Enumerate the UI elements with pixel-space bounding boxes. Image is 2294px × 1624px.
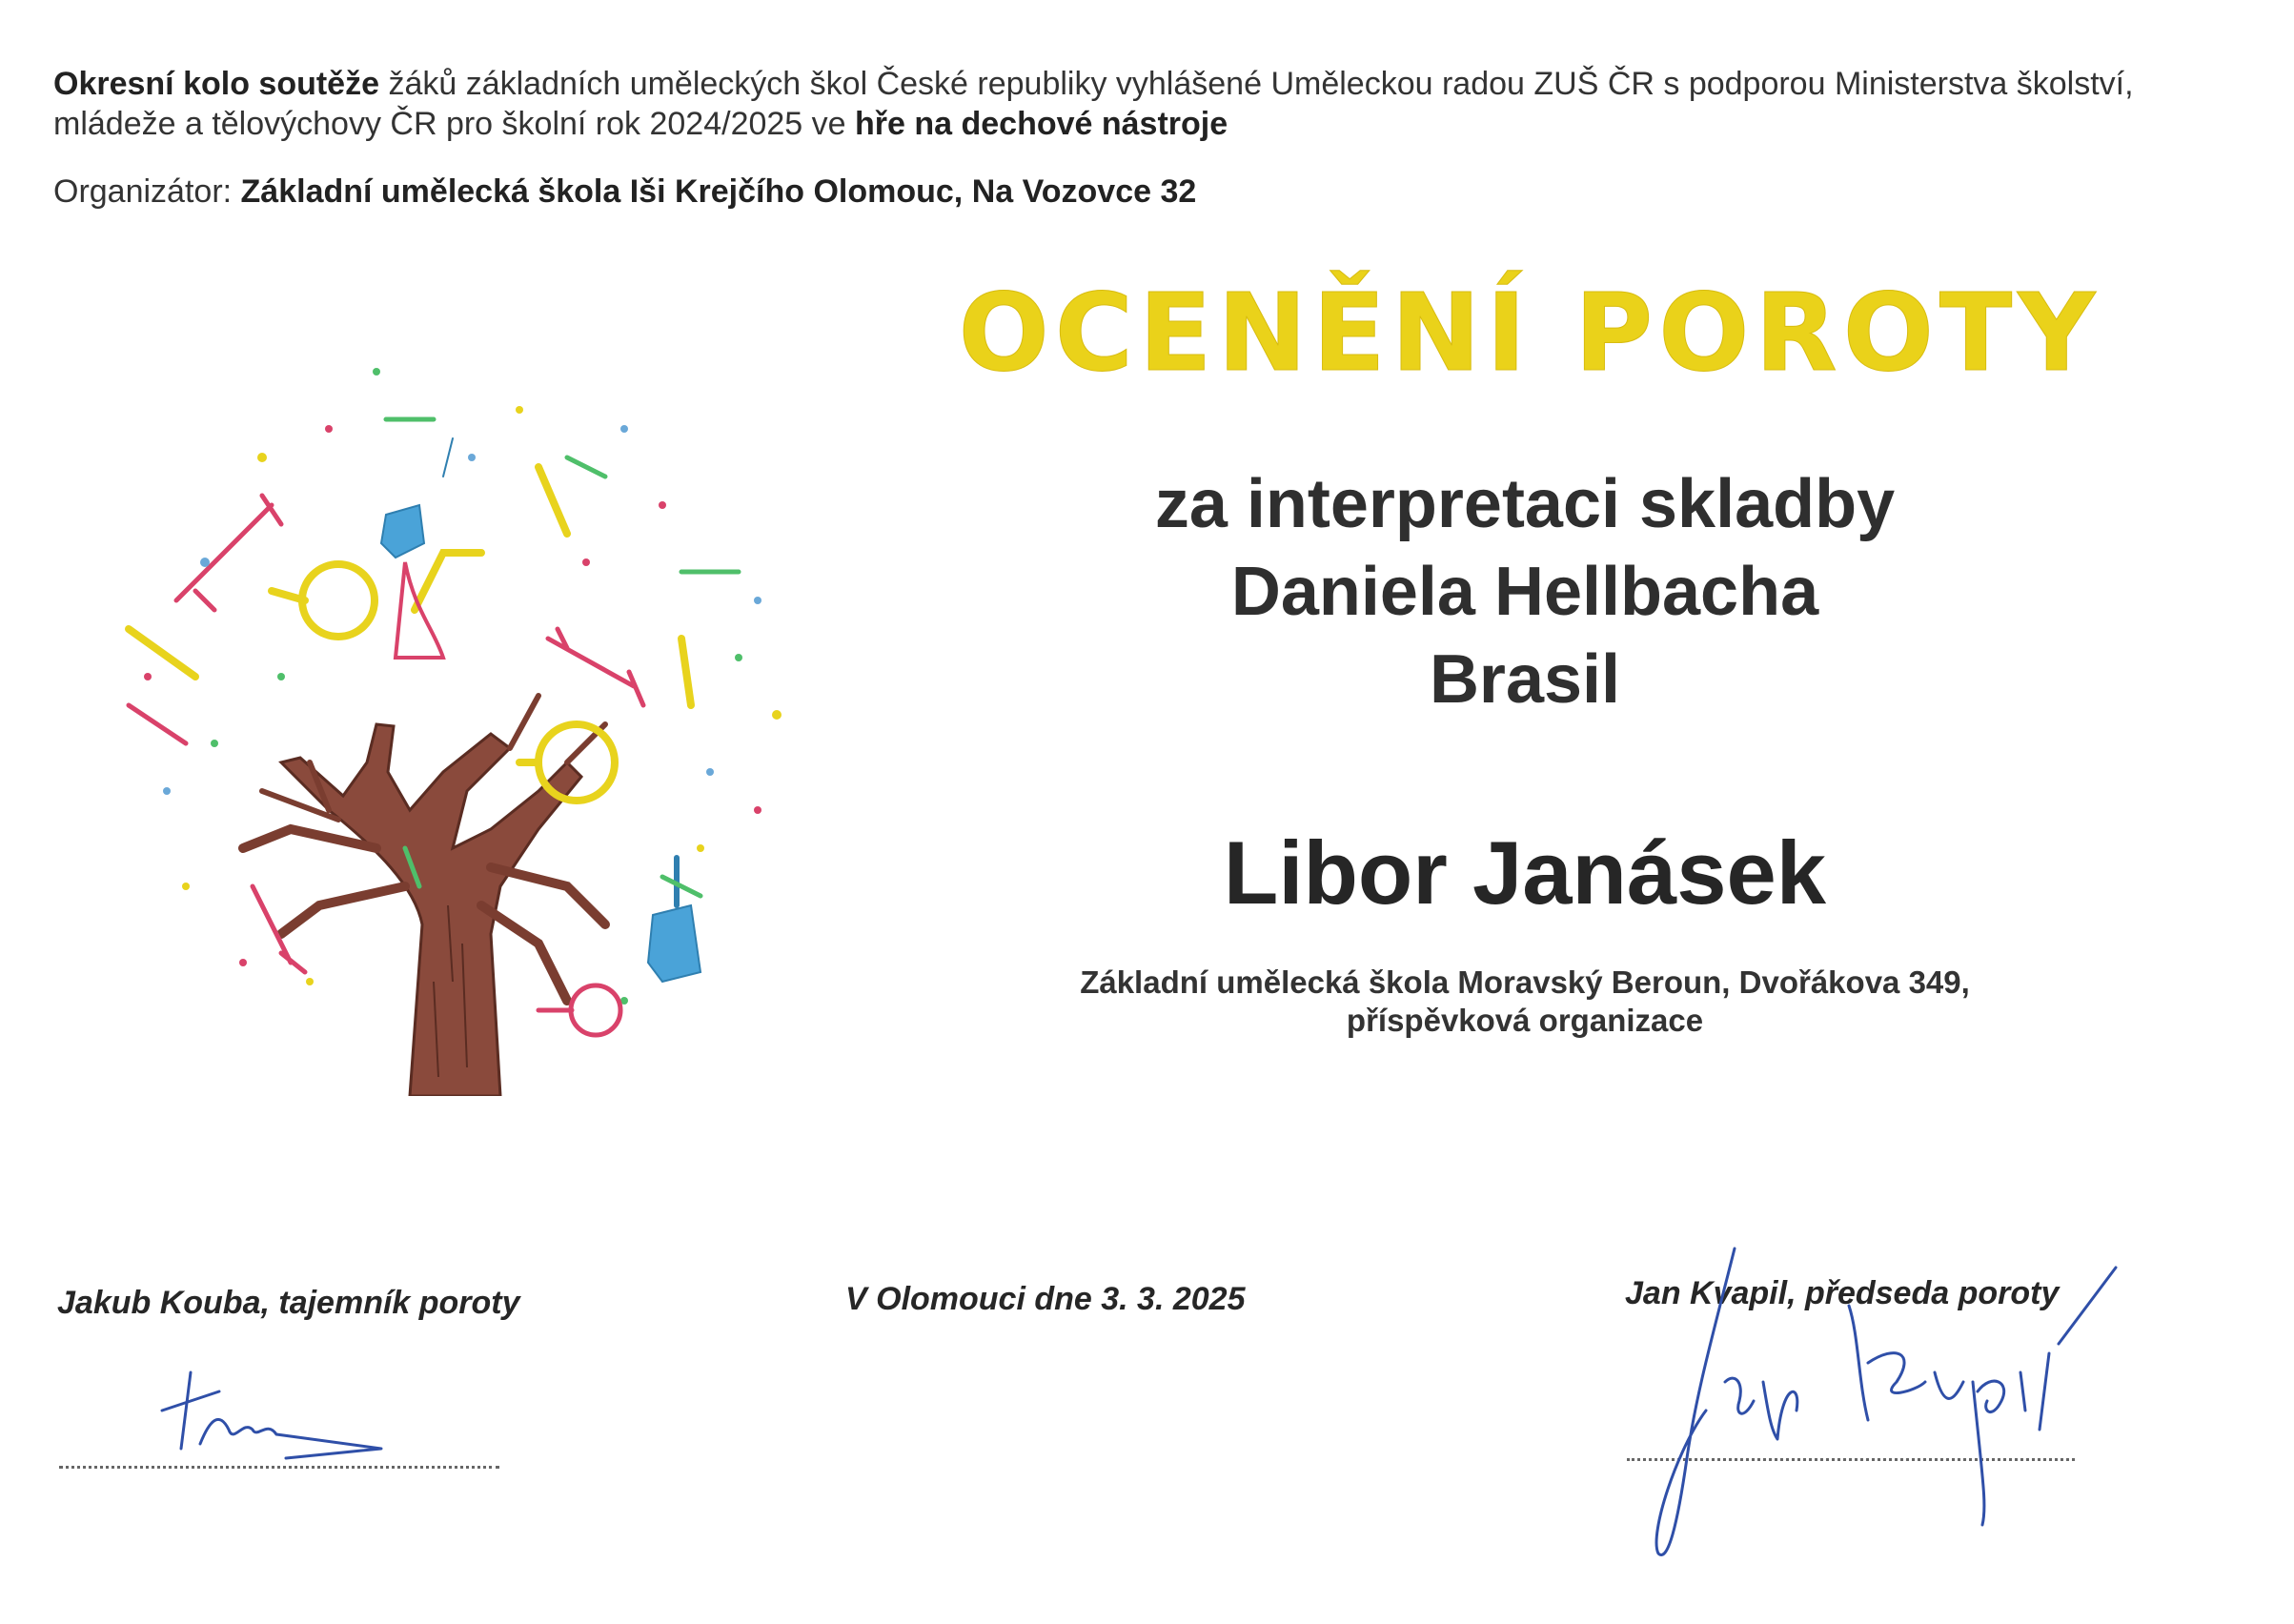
intro-bold-2: hře na dechové nástroje — [855, 106, 1228, 142]
signature-line-right — [1627, 1458, 2075, 1461]
interpretation-line: za interpretaci skladby — [1154, 466, 1896, 542]
awardee-name: Libor Janásek — [1223, 822, 1827, 923]
secretary-signature-icon — [133, 1353, 400, 1468]
piece-title: Brasil — [1429, 641, 1621, 718]
intro-text-2: mládeže a tělovýchovy ČR pro školní rok 2024/2025 ve — [53, 106, 856, 142]
intro-line-1 — [53, 63, 2134, 105]
intro-bold: Okresní kolo soutěže — [53, 66, 379, 102]
school-line-1: Základní umělecká škola Moravský Beroun, Dvořákova 349, — [1080, 964, 1970, 1000]
school-line-2: příspěvková organizace — [1346, 1003, 1704, 1038]
composer-name: Daniela Hellbacha — [1230, 554, 1819, 630]
organizer-line — [53, 173, 1196, 211]
place-date: V Olomouci dne 3. 3. 2025 — [845, 1281, 1246, 1317]
music-tree-icon — [91, 315, 853, 1096]
secretary-label: Jakub Kouba, tajemník poroty — [57, 1285, 520, 1321]
intro-text: žáků základních uměleckých škol České republiky vyhlášené Uměleckou radou ZUŠ ČR s podporou Ministerstva školství, — [379, 66, 2134, 102]
organizer-value: Základní umělecká škola Iši Krejčího Olomouc, Na Vozovce 32 — [240, 173, 1197, 210]
chairman-label: Jan Kvapil, předseda poroty — [1625, 1275, 2060, 1311]
organizer-label: Organizátor: — [53, 173, 241, 210]
intro-line-2 — [53, 103, 1228, 145]
signature-line-left — [59, 1466, 499, 1469]
award-title: OCENĚNÍ POROTY — [958, 272, 2101, 396]
